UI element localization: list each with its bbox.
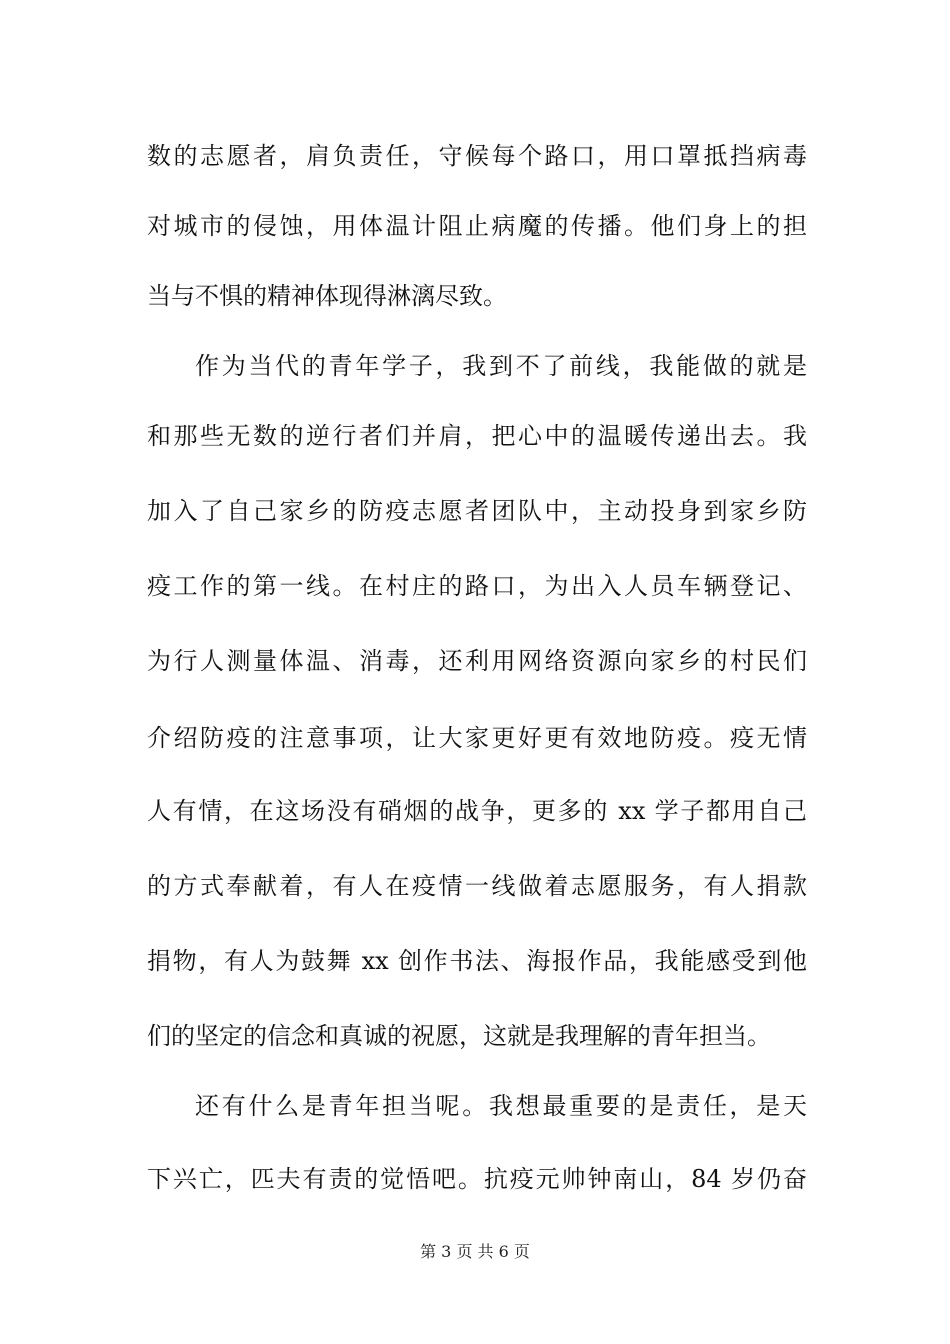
text-line-11: 的方式奉献着，有人在疫情一线做着志愿服务，有人捐款 xyxy=(147,872,807,900)
text-line-4: 作为当代的青年学子，我到不了前线，我能做的就是 xyxy=(195,352,807,380)
text-line-8: 为行人测量体温、消毒，还利用网络资源向家乡的村民们 xyxy=(147,647,807,675)
text-line-12: 捐物，有人为鼓舞 xx 创作书法、海报作品，我能感受到他 xyxy=(147,947,807,975)
text-line-7: 疫工作的第一线。在村庄的路口，为出入人员车辆登记、 xyxy=(147,572,807,600)
text-line-1: 数的志愿者，肩负责任，守候每个路口，用口罩抵挡病毒 xyxy=(147,142,807,170)
text-line-13: 们的坚定的信念和真诚的祝愿，这就是我理解的青年担当。 xyxy=(147,1022,771,1050)
page-number-footer: 第 3 页 共 6 页 xyxy=(420,1242,530,1261)
text-line-5: 和那些无数的逆行者们并肩，把心中的温暖传递出去。我 xyxy=(147,422,807,450)
text-line-9: 介绍防疫的注意事项，让大家更好更有效地防疫。疫无情 xyxy=(147,724,807,752)
text-line-10: 人有情，在这场没有硝烟的战争，更多的 xx 学子都用自己 xyxy=(147,797,807,825)
text-line-3: 当与不惧的精神体现得淋漓尽致。 xyxy=(147,282,507,310)
text-line-14: 还有什么是青年担当呢。我想最重要的是责任，是天 xyxy=(195,1092,807,1120)
text-line-15: 下兴亡，匹夫有责的觉悟吧。抗疫元帅钟南山，84 岁仍奋 xyxy=(147,1165,807,1193)
text-line-2: 对城市的侵蚀，用体温计阻止病魔的传播。他们身上的担 xyxy=(147,212,807,240)
text-line-6: 加入了自己家乡的防疫志愿者团队中，主动投身到家乡防 xyxy=(147,497,807,525)
